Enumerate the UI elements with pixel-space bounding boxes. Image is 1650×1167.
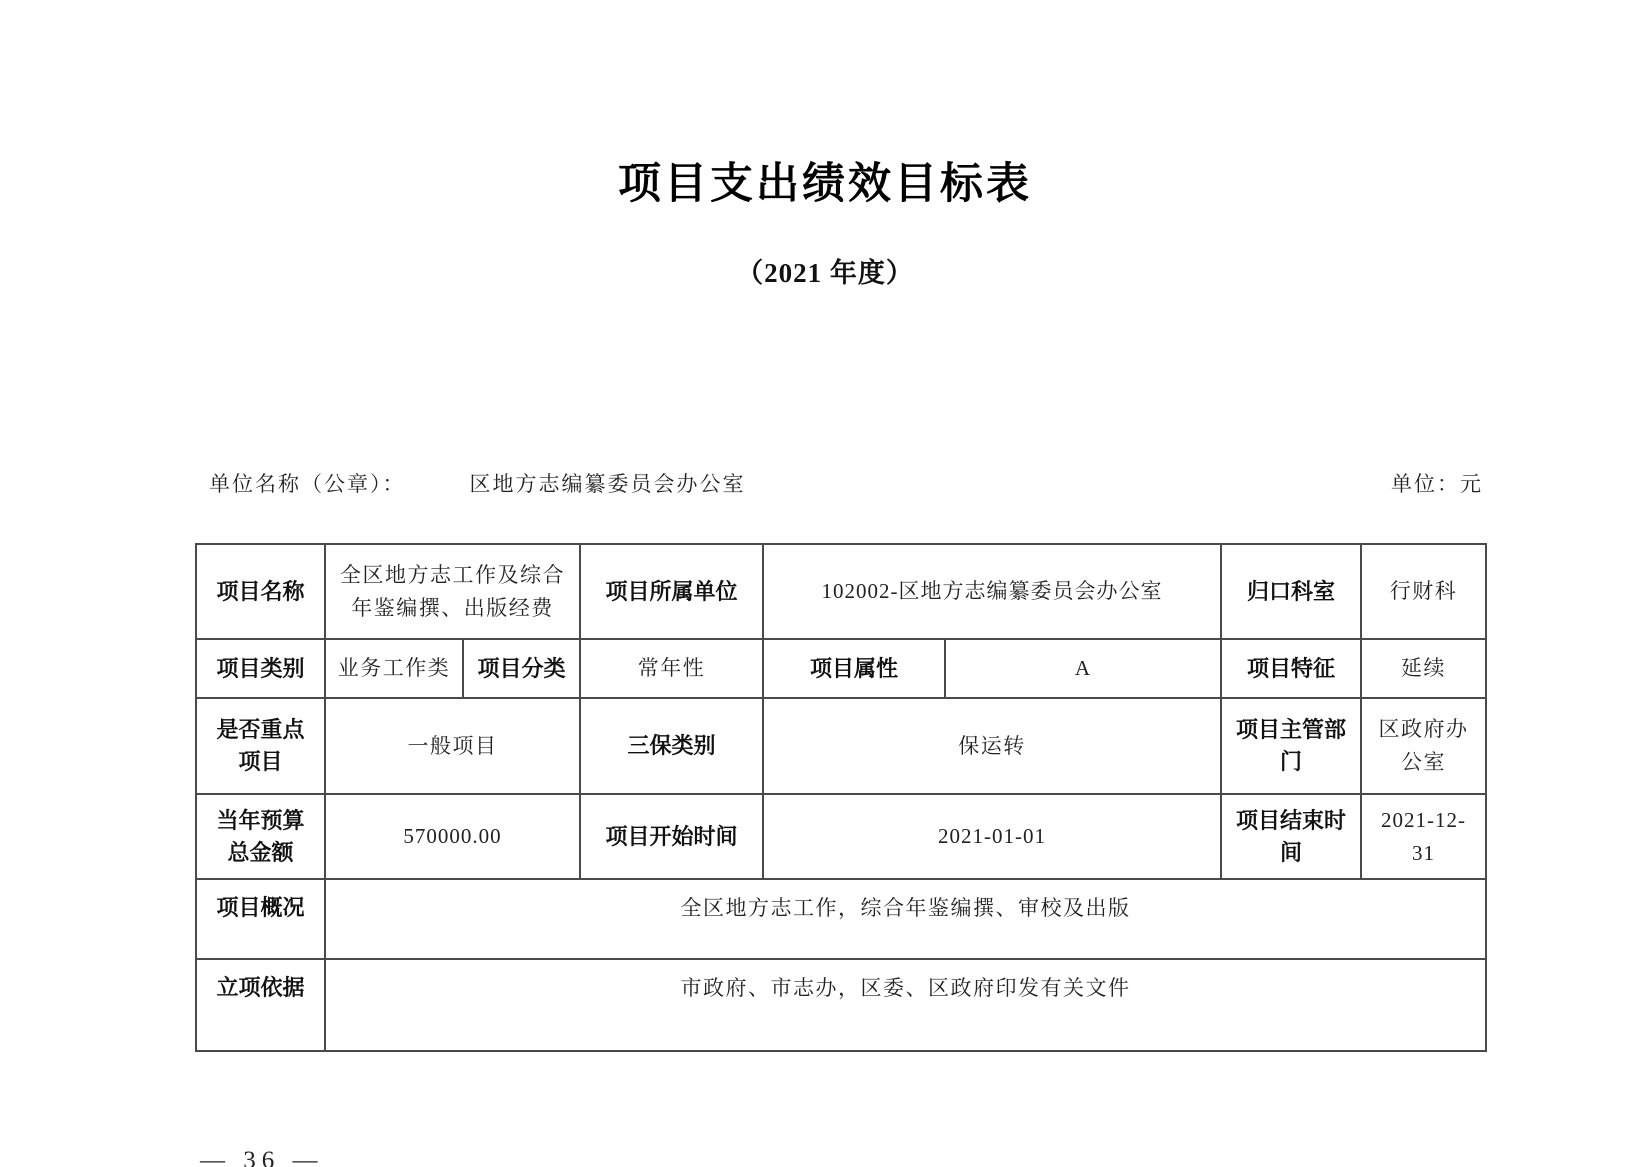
project-basis-value: 市政府、市志办，区委、区政府印发有关文件 [325,959,1486,1051]
unit-of-measure: 单位：元 [1391,472,1483,496]
responsible-section-value: 行财科 [1361,544,1486,639]
table-row [196,698,1486,794]
annual-budget-value: 570000.00 [325,794,580,879]
end-date-label: 项目结束时间 [1221,794,1361,879]
unit-name-label: 单位名称（公章）： [209,472,406,496]
project-attribute-value: A [945,639,1221,698]
project-category-value: 业务工作类 [325,639,463,698]
project-classification-value: 常年性 [580,639,763,698]
responsible-section-label: 归口科室 [1221,544,1361,639]
three-guarantees-label: 三保类别 [580,698,763,794]
project-feature-value: 延续 [1361,639,1486,698]
document-title: 项目支出绩效目标表 [618,161,1032,208]
supervisor-department-label: 项目主管部门 [1221,698,1361,794]
project-name-label: 项目名称 [196,544,325,639]
supervisor-department-value: 区政府办公室 [1361,698,1486,794]
annual-budget-label: 当年预算总金额 [196,794,325,879]
project-basis-label: 立项依据 [196,959,325,1051]
project-category-label: 项目类别 [196,639,325,698]
document-page [0,150,1650,1167]
project-classification-label: 项目分类 [463,639,580,698]
key-project-label: 是否重点项目 [196,698,325,794]
project-attribute-label: 项目属性 [763,639,945,698]
page-number: — 36 — [200,1147,324,1167]
key-project-value: 一般项目 [325,698,580,794]
project-overview-label: 项目概况 [196,879,325,959]
three-guarantees-value: 保运转 [763,698,1221,794]
project-affiliation-value: 102002-区地方志编纂委员会办公室 [763,544,1221,639]
unit-name-value: 区地方志编纂委员会办公室 [469,472,746,496]
table-row [196,879,1486,959]
table-row [196,639,1486,698]
table-row [196,544,1486,639]
start-date-label: 项目开始时间 [580,794,763,879]
table-row [196,959,1486,1051]
project-overview-value: 全区地方志工作，综合年鉴编撰、审校及出版 [325,879,1486,959]
meta-row [195,468,1485,498]
end-date-value: 2021-12-31 [1361,794,1486,879]
project-feature-label: 项目特征 [1221,639,1361,698]
start-date-value: 2021-01-01 [763,794,1221,879]
table-row [196,794,1486,879]
project-name-value: 全区地方志工作及综合年鉴编撰、出版经费 [325,544,580,639]
project-affiliation-label: 项目所属单位 [580,544,763,639]
document-subtitle: （2021 年度） [736,258,914,288]
performance-target-table [195,543,1487,1052]
